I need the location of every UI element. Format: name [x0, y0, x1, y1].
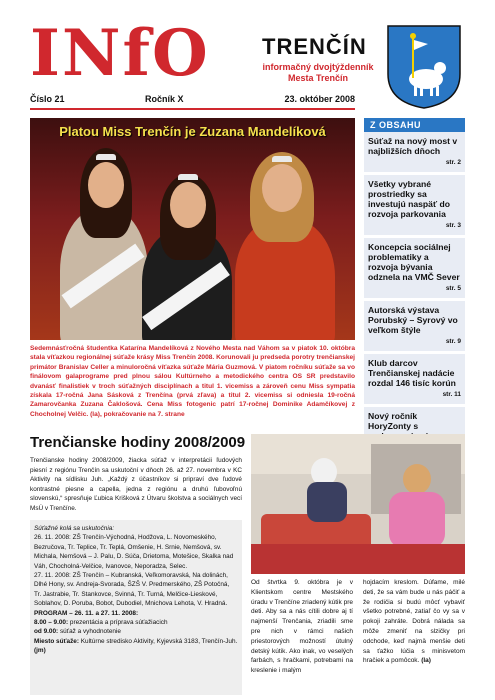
round-1: 26. 11. 2008: ZŠ Trenčín-Východná, Hodžova, L. Novomeského, Bezručova, Tr. Teplice, Tr. Teplá, Omšenie, H. Srnie, Nemšová, sv. Michala, Nemšová – J. Palu, D. Súča, Drietoma, Motešice, Skalka nad Váh, Chocholná-Velčice, Ivanovce, Neporadza, Selec. [34, 534, 234, 570]
text-column-2 [363, 578, 465, 666]
volume: Ročník X [145, 94, 184, 104]
box-signature: (jm) [34, 647, 46, 655]
contents-item-page: str. 3 [445, 222, 461, 229]
rounds-box [30, 520, 242, 695]
photo-child-one [307, 482, 347, 522]
round-2: 27. 11. 2008: ZŠ Trenčín – Kubranská, Veľkomoravská, Na dolinách, Dlhé Hony, sv. Andreja-Svorada, ŠZŠ V. Predmerského, ZŠ Potočná, Tr. Jastrabie, Tr. Stankovce, Svinná, Tr. Turná, Melčice-Lieskové, Soblahov, D. Poruba, Bobot, Dubodiel, Mnichova Lehota, V. Hradná. [34, 572, 230, 608]
photo-child-two [389, 492, 445, 548]
contents-item-title: Všetky vybrané prostriedky sa investujú naspäť do rozvoja parkovania [368, 179, 450, 219]
contents-item[interactable] [364, 301, 465, 354]
program-time-2: od 9.00: [34, 628, 59, 636]
contents-sidebar [364, 118, 465, 470]
rounds-heading: Súťažné kolá sa uskutočnia: [34, 525, 115, 532]
contents-item-page: str. 5 [445, 285, 461, 292]
contents-item-title: Klub darcov Trenčianskej nadácie rozdal 146 tisíc korún [368, 358, 456, 388]
feature-photo [30, 118, 355, 340]
article-title: Trenčianske hodiny 2008/2009 [30, 434, 246, 451]
face-left [88, 162, 124, 208]
program-time-1: 8.00 – 9.00: [34, 619, 69, 627]
face-right [262, 164, 302, 212]
text-column-1: Od štvrtka 9. októbra je v Klientskom centre Mestského úradu v Trenčíne zriadený kútik pre deti. Aby sa a nás cítili dobre aj tí najmenší Trenčania, zriadili sme pre nich v rámci našich priestorových možností útulný detský kútik. Ako inak, vo veselých farbách, s hračkami, potrebami na kreslenie i malým [251, 579, 353, 675]
venue-label: Miesto súťaže: [34, 637, 79, 645]
contents-item[interactable] [364, 132, 465, 175]
issue-line [30, 94, 355, 108]
face-middle [170, 182, 206, 228]
crown-left [96, 154, 116, 160]
masthead-rule [30, 108, 355, 110]
city-name: TRENČÍN [262, 34, 367, 59]
contents-item-page: str. 9 [445, 338, 461, 345]
kids-corner-photo [251, 434, 465, 574]
program-heading: PROGRAM – 26. 11. a 27. 11. 2008: [34, 609, 139, 617]
contents-item-page: str. 2 [445, 159, 461, 166]
text-column-2-signature: (la) [421, 657, 431, 665]
contents-header: Z OBSAHU [364, 118, 465, 132]
photo-floor [251, 544, 465, 574]
program-text-2: súťaž a vyhodnotenie [59, 628, 121, 636]
contents-item-page: str. 11 [442, 391, 461, 398]
program-text-1: prezentácia a príprava súťažiacich [69, 619, 168, 627]
contents-item-title: Súťaž na nový most v najbližších dňoch [368, 136, 458, 156]
subtitle-line1: informačný dvojtýždenník [262, 62, 374, 72]
venue-text: Kultúrne stredisko Aktivity, Kyjevská 3183, Trenčín-Juh. [80, 637, 238, 645]
info-logo: INfO [30, 16, 210, 91]
feature-caption: Sedemnásťročná študentka Katarína Mandelíková z Nového Mesta nad Váhom sa v piatok 10. októbra stala víťazkou regionálnej súťaže krásy Miss Trenčín 2008. Korunovali ju predseda porotry trenčianskej primátor Branislav Celler a minuloročná víťazka súťaže Mária Guzmová. V piatom ročníku súťaže sa vo finálovom galaprograme pred plnou sálou Kultúrneho a metodického centra OS SR predstavilo dvanásť finalistiek v troch súťažných disciplínach a titul 1. vicemiss a zároveň cenu Miss sympatia získala 17-ročná Jana Sásková z Trenčína (prvá zľava) a titul 2. vicemiss si odniesla 19-ročná Zamarovčanka Zuzana Čaklošová. Cena Miss fotogenic patrí 17-ročnej Dominike Adamčíkovej z Chocholnej Velčic. (la), pokračovanie na 7. strane [30, 345, 355, 418]
issue-date: 23. október 2008 [284, 94, 355, 104]
masthead [0, 0, 495, 105]
contents-item-title: Koncepcia sociálnej problematiky a rozvoja bývania odznela na VMČ Sever [368, 242, 460, 282]
crown-middle [178, 174, 198, 180]
crown-right [272, 156, 292, 162]
article-intro: Trenčianske hodiny 2008/2009, žiacka súťaž v interpretácii ľudových piesní z regiónu Trenčín sa uskutoční v dňoch 26. až 27. novembra v KC Aktivity na sídlisku Juh. „Každý z účastníkov si pripraví dve ľudové kontrastné piesne a capella, jedna z regiónu a druhú ľubovoľnú slovenskú,“ spresňuje Ľubica Krišková z Útvaru školstva a sociálnych vecí MsÚ v Trenčíne. [30, 457, 242, 512]
issue-number: Číslo 21 [30, 94, 65, 104]
feature-headline: Platou Miss Trenčín je Zuzana Mandelíková [59, 124, 326, 139]
subtitle-line2: Mesta Trenčín [287, 73, 349, 83]
contents-item[interactable] [364, 238, 465, 301]
photo-child-two-head [403, 464, 431, 494]
text-column-2-body: hojdacím kreslom. Dúfame, milé deti, že sa vám bude u nás páčiť a že rodičia si budú môcť vybaviť všetko potrebné, zatiaľ čo vy sa v pokoji zahráte. Dobrá nálada sa môže zmeniť na slzičky pri odchode, keď najmä menšie deti sa ťažko lúčia s minisvetom hračiek a pomôcok. [363, 579, 465, 665]
contents-item-title: Nový ročník HoryZonty s [368, 411, 419, 431]
contents-item[interactable] [364, 354, 465, 407]
contents-item[interactable] [364, 175, 465, 238]
coat-of-arms-icon [384, 24, 464, 110]
contents-item-title: Autorská výstava Porubský – Syrový vo veľkom štýle [368, 305, 458, 335]
